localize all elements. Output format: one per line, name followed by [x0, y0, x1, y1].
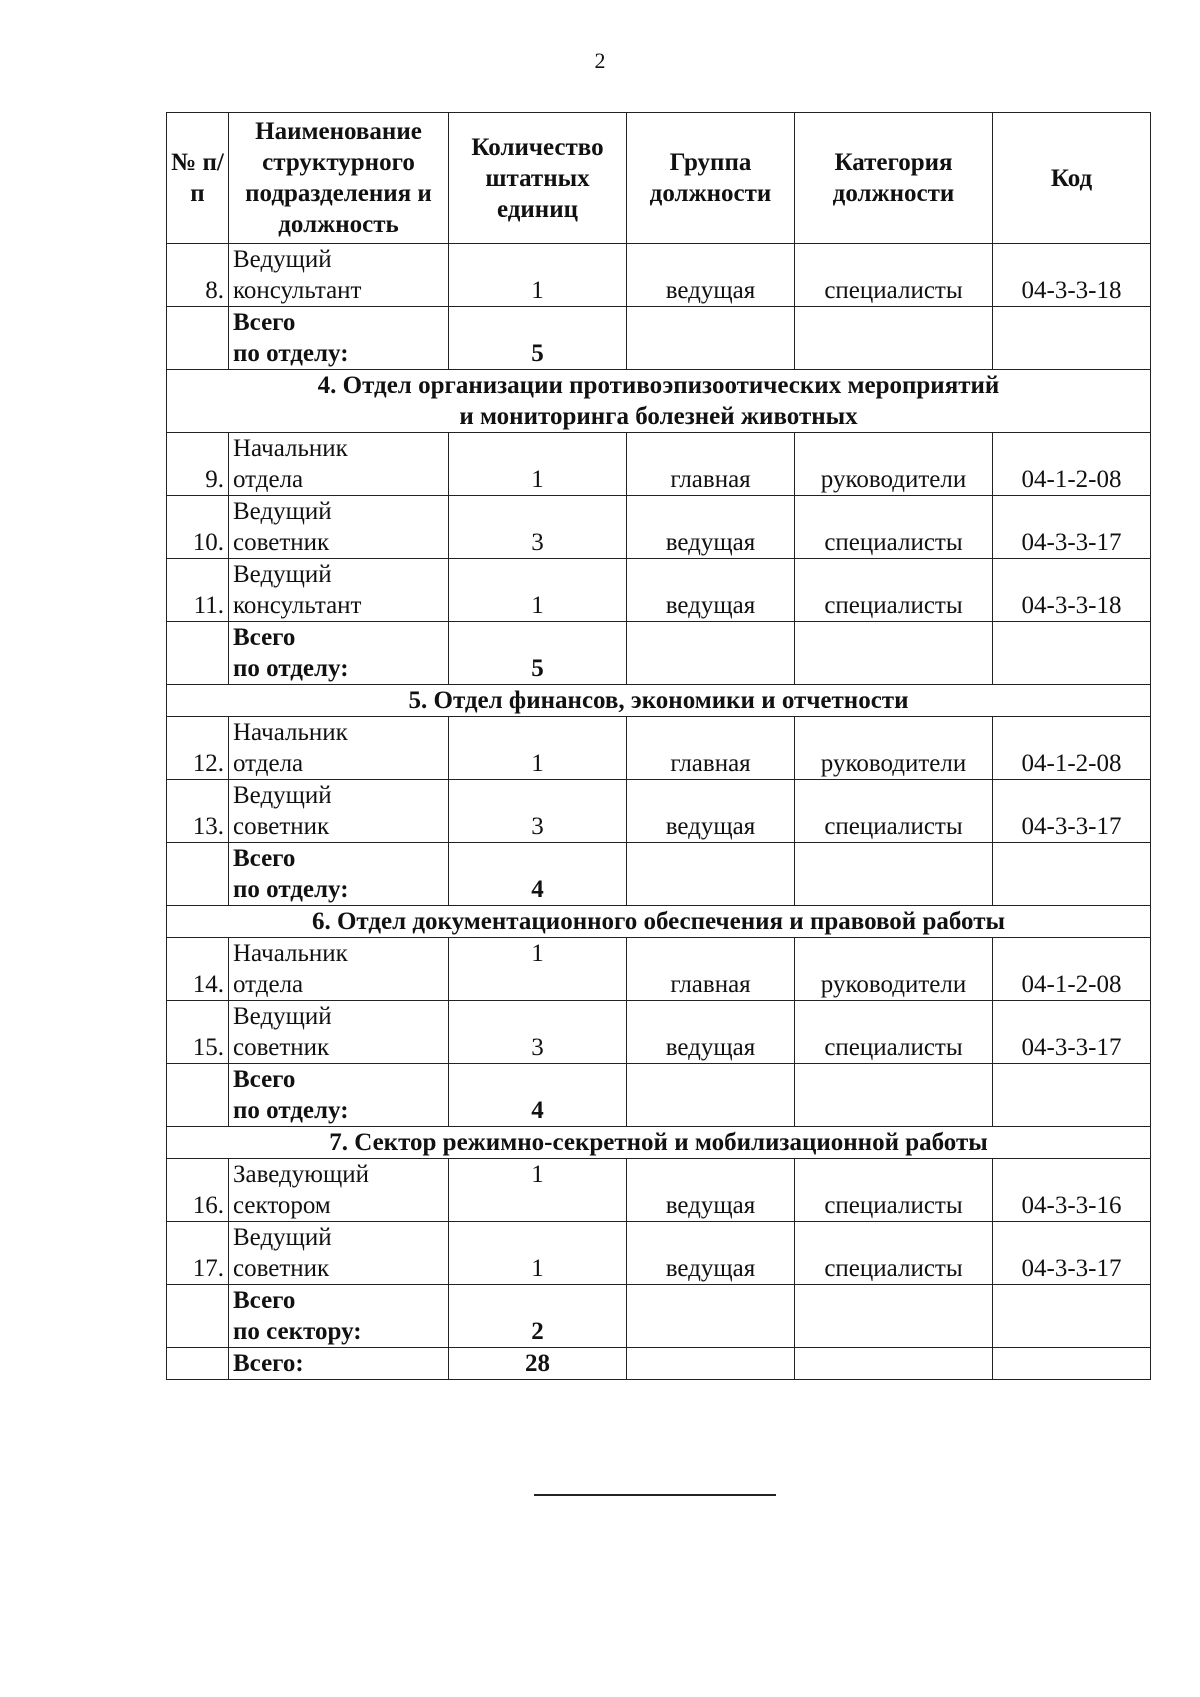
row-number: 15. — [167, 1001, 229, 1064]
position-code: 04-1-2-08 — [993, 938, 1151, 1001]
position-category: специалисты — [795, 496, 993, 559]
position-category: специалисты — [795, 780, 993, 843]
subtotal-empty-cell — [795, 1285, 993, 1348]
row-number: 9. — [167, 433, 229, 496]
staff-count: 1 — [449, 1159, 627, 1222]
position-name-line1: Ведущий — [233, 561, 332, 588]
subtotal-label-line1: Всего — [233, 845, 296, 872]
table-row — [167, 1222, 1151, 1285]
section-title-line1: 6. Отдел документационного обеспечения и правовой работы — [311, 908, 1006, 935]
subtotal-row — [167, 622, 1151, 685]
position-name-line1: Ведущий — [233, 246, 332, 273]
subtotal-num-empty — [167, 622, 229, 685]
header-num: № п/п — [167, 113, 229, 244]
header-qty: Количество штатных единиц — [449, 113, 627, 244]
subtotal-label-line1: Всего — [233, 624, 296, 651]
staff-count: 3 — [449, 780, 627, 843]
position-group: ведущая — [627, 1159, 795, 1222]
grand-total-count: 28 — [449, 1348, 627, 1380]
subtotal-label — [229, 1064, 449, 1127]
position-name-line2: советник — [233, 1034, 330, 1061]
section-header-row — [167, 370, 1151, 433]
table-row — [167, 780, 1151, 843]
position-name — [229, 1222, 449, 1285]
section-title — [167, 1127, 1151, 1159]
section-title — [167, 370, 1151, 433]
position-name-line1: Ведущий — [233, 782, 332, 809]
row-number: 10. — [167, 496, 229, 559]
position-name — [229, 1001, 449, 1064]
position-category: руководители — [795, 938, 993, 1001]
section-title-line1: 5. Отдел финансов, экономики и отчетности — [408, 687, 909, 714]
row-number: 16. — [167, 1159, 229, 1222]
staff-count: 1 — [449, 1222, 627, 1285]
end-rule — [534, 1494, 776, 1496]
subtotal-empty-cell — [795, 307, 993, 370]
section-title — [167, 685, 1151, 717]
table-row — [167, 496, 1151, 559]
subtotal-label-line2: по отделу: — [233, 655, 349, 682]
subtotal-empty-cell — [627, 622, 795, 685]
staff-count: 1 — [449, 559, 627, 622]
staff-count: 1 — [449, 938, 627, 1001]
subtotal-count: 4 — [449, 843, 627, 906]
staff-count: 3 — [449, 1001, 627, 1064]
position-group: ведущая — [627, 559, 795, 622]
position-name-line2: советник — [233, 529, 330, 556]
subtotal-row — [167, 1064, 1151, 1127]
subtotal-empty-cell — [993, 1285, 1151, 1348]
subtotal-count: 5 — [449, 307, 627, 370]
subtotal-empty-cell — [993, 307, 1151, 370]
position-category: специалисты — [795, 1159, 993, 1222]
subtotal-label — [229, 1285, 449, 1348]
position-name — [229, 244, 449, 307]
row-number: 14. — [167, 938, 229, 1001]
table-row — [167, 559, 1151, 622]
subtotal-row — [167, 1285, 1151, 1348]
position-category: руководители — [795, 433, 993, 496]
row-number: 12. — [167, 717, 229, 780]
position-code: 04-1-2-08 — [993, 433, 1151, 496]
position-name-line2: советник — [233, 1255, 330, 1282]
subtotal-num-empty — [167, 843, 229, 906]
subtotal-empty-cell — [627, 1285, 795, 1348]
position-group: главная — [627, 717, 795, 780]
section-header-row — [167, 685, 1151, 717]
subtotal-label-line2: по отделу: — [233, 1097, 349, 1124]
position-name — [229, 780, 449, 843]
position-name-line1: Начальник — [233, 435, 348, 462]
section-header-row — [167, 906, 1151, 938]
table-row — [167, 938, 1151, 1001]
position-category: специалисты — [795, 1001, 993, 1064]
subtotal-label — [229, 307, 449, 370]
subtotal-count: 5 — [449, 622, 627, 685]
subtotal-empty-cell — [795, 843, 993, 906]
subtotal-count: 2 — [449, 1285, 627, 1348]
position-name — [229, 717, 449, 780]
subtotal-empty-cell — [627, 307, 795, 370]
position-name-line2: сектором — [233, 1192, 331, 1219]
page-number: 2 — [594, 48, 606, 73]
position-category: специалисты — [795, 244, 993, 307]
subtotal-num-empty — [167, 307, 229, 370]
row-number: 17. — [167, 1222, 229, 1285]
staff-count: 1 — [449, 717, 627, 780]
position-group: ведущая — [627, 780, 795, 843]
position-code: 04-3-3-18 — [993, 244, 1151, 307]
subtotal-label-line2: по отделу: — [233, 876, 349, 903]
subtotal-empty-cell — [627, 843, 795, 906]
grand-total-empty-cell — [627, 1348, 795, 1380]
position-name-line1: Ведущий — [233, 1003, 332, 1030]
position-name-line2: советник — [233, 813, 330, 840]
staff-count: 1 — [449, 244, 627, 307]
grand-total-empty-cell — [795, 1348, 993, 1380]
subtotal-label-line2: по сектору: — [233, 1318, 362, 1345]
position-code: 04-3-3-17 — [993, 780, 1151, 843]
subtotal-empty-cell — [795, 1064, 993, 1127]
position-group: ведущая — [627, 1001, 795, 1064]
position-code: 04-3-3-17 — [993, 1001, 1151, 1064]
position-group: главная — [627, 938, 795, 1001]
subtotal-empty-cell — [993, 622, 1151, 685]
position-name-line1: Начальник — [233, 940, 348, 967]
subtotal-label-line2: по отделу: — [233, 340, 349, 367]
subtotal-row — [167, 843, 1151, 906]
position-name-line2: отдела — [233, 971, 304, 998]
subtotal-num-empty — [167, 1064, 229, 1127]
header-code: Код — [993, 113, 1151, 244]
section-title — [167, 906, 1151, 938]
position-group: ведущая — [627, 496, 795, 559]
position-code: 04-3-3-16 — [993, 1159, 1151, 1222]
position-category: специалисты — [795, 559, 993, 622]
position-name-line2: отдела — [233, 466, 304, 493]
grand-total-row — [167, 1348, 1151, 1380]
subtotal-row — [167, 307, 1151, 370]
subtotal-label — [229, 843, 449, 906]
subtotal-empty-cell — [627, 1064, 795, 1127]
header-group: Группа должности — [627, 113, 795, 244]
section-title-line1: 4. Отдел организации противоэпизоотических мероприятий — [317, 372, 1000, 399]
position-code: 04-1-2-08 — [993, 717, 1151, 780]
subtotal-empty-cell — [795, 622, 993, 685]
subtotal-count: 4 — [449, 1064, 627, 1127]
header-category: Категория должности — [795, 113, 993, 244]
position-name-line2: консультант — [233, 277, 362, 304]
row-number: 13. — [167, 780, 229, 843]
position-category: руководители — [795, 717, 993, 780]
table-row — [167, 433, 1151, 496]
row-number: 8. — [167, 244, 229, 307]
staff-count: 1 — [449, 433, 627, 496]
position-group: ведущая — [627, 1222, 795, 1285]
position-code: 04-3-3-17 — [993, 1222, 1151, 1285]
subtotal-empty-cell — [993, 1064, 1151, 1127]
subtotal-num-empty — [167, 1285, 229, 1348]
subtotal-label-line1: Всего — [233, 1287, 296, 1314]
row-number: 11. — [167, 559, 229, 622]
subtotal-label — [229, 622, 449, 685]
position-name — [229, 559, 449, 622]
grand-total-empty-cell — [993, 1348, 1151, 1380]
position-code: 04-3-3-17 — [993, 496, 1151, 559]
header-name: Наименование структурного подразделения и должность — [229, 113, 449, 244]
table-row — [167, 1159, 1151, 1222]
table-header-row — [167, 113, 1151, 244]
section-title-line1: 7. Сектор режимно-секретной и мобилизационной работы — [329, 1129, 988, 1156]
position-name-line1: Ведущий — [233, 498, 332, 525]
position-code: 04-3-3-18 — [993, 559, 1151, 622]
position-name-line1: Ведущий — [233, 1224, 332, 1251]
position-name-line1: Заведующий — [233, 1161, 369, 1188]
subtotal-label-line1: Всего — [233, 1066, 296, 1093]
position-group: главная — [627, 433, 795, 496]
table-row — [167, 244, 1151, 307]
position-name — [229, 1159, 449, 1222]
position-group: ведущая — [627, 244, 795, 307]
position-category: специалисты — [795, 1222, 993, 1285]
table-body — [167, 244, 1151, 1380]
position-name-line2: консультант — [233, 592, 362, 619]
position-name — [229, 938, 449, 1001]
staff-count: 3 — [449, 496, 627, 559]
subtotal-label-line1: Всего — [233, 309, 296, 336]
position-name — [229, 433, 449, 496]
table-row — [167, 717, 1151, 780]
position-name-line1: Начальник — [233, 719, 348, 746]
position-name — [229, 496, 449, 559]
grand-total-num-empty — [167, 1348, 229, 1380]
staffing-table — [166, 112, 1151, 1380]
subtotal-empty-cell — [993, 843, 1151, 906]
grand-total-label: Всего: — [229, 1348, 449, 1380]
section-header-row — [167, 1127, 1151, 1159]
table-row — [167, 1001, 1151, 1064]
position-name-line2: отдела — [233, 750, 304, 777]
section-title-line2: и мониторинга болезней животных — [459, 403, 858, 430]
